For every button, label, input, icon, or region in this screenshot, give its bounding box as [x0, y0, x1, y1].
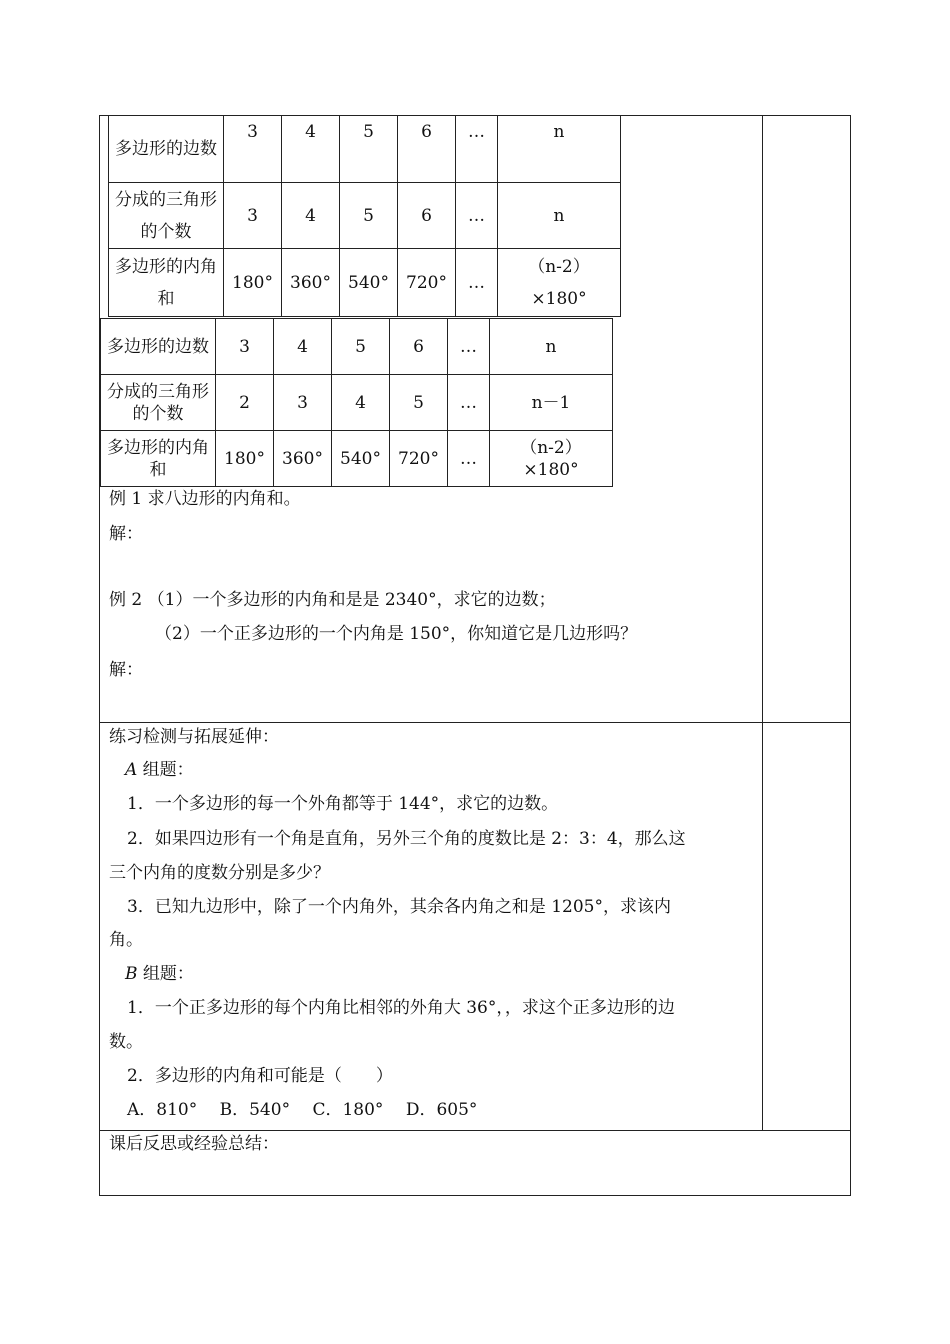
row-label: 分成的三角形的个数 [101, 375, 216, 431]
table-cell: （n-2）×180° [490, 431, 613, 487]
question-b1-line-1: 1．一个正多边形的每个内角比相邻的外角大 36°，，求这个正多边形的边 [127, 998, 675, 1018]
right-column-divider [762, 115, 763, 1130]
group-b-suffix: 组题： [137, 964, 194, 984]
reflection-title: 课后反思或经验总结： [109, 1134, 279, 1154]
row-label: 分成的三角形的个数 [109, 183, 224, 249]
table-cell: 180° [216, 431, 274, 487]
table-cell: 540° [340, 249, 398, 317]
table-cell: 5 [340, 116, 398, 183]
table-cell: 2 [216, 375, 274, 431]
table-cell: 5 [332, 319, 390, 375]
table-cell: n [498, 183, 621, 249]
question-a3-line-2: 角。 [109, 930, 143, 950]
example-2-part-1: 例 2 （1）一个多边形的内角和是是 2340°，求它的边数； [109, 590, 556, 610]
group-a-letter: A [125, 760, 138, 780]
group-b-letter: B [125, 964, 138, 984]
question-b1-line-2: 数。 [109, 1032, 143, 1052]
row-label: 多边形的边数 [101, 319, 216, 375]
polygon-table-2 [100, 318, 613, 487]
table-cell: 3 [224, 183, 282, 249]
table-cell: 6 [398, 183, 456, 249]
table-cell: n [498, 116, 621, 183]
table-row [109, 183, 621, 249]
table-cell: 360° [274, 431, 332, 487]
example-1: 例 1 求八边形的内角和。 [109, 489, 301, 509]
table-cell: 6 [390, 319, 448, 375]
table-cell: 360° [282, 249, 340, 317]
table-cell: 3 [274, 375, 332, 431]
group-a-suffix: 组题： [137, 760, 194, 780]
table-cell: … [448, 431, 490, 487]
table-cell: 720° [390, 431, 448, 487]
table-cell: 180° [224, 249, 282, 317]
table-cell: 720° [398, 249, 456, 317]
example-2-solution: 解： [109, 660, 143, 680]
table-cell: 4 [282, 116, 340, 183]
table-cell: 540° [332, 431, 390, 487]
question-a3-line-1: 3．已知九边形中，除了一个内角外，其余各内角之和是 1205°，求该内 [127, 897, 671, 917]
question-b2: 2．多边形的内角和可能是（ ） [127, 1066, 393, 1086]
row-label: 多边形的内角和 [101, 431, 216, 487]
row-label: 多边形的边数 [109, 116, 224, 183]
question-b2-options: A．810° B．540° C．180° D．605° [127, 1100, 478, 1120]
question-a2-line-2: 三个内角的度数分别是多少？ [109, 863, 330, 883]
table-cell: 4 [332, 375, 390, 431]
table-cell: n－1 [490, 375, 613, 431]
example-2-part-2: （2）一个正多边形的一个内角是 150°，你知道它是几边形吗？ [155, 624, 638, 644]
table-cell: （n-2）×180° [498, 249, 621, 317]
polygon-table-1 [108, 115, 621, 317]
table-cell: 5 [340, 183, 398, 249]
question-a1: 1．一个多边形的每一个外角都等于 144°，求它的边数。 [127, 794, 559, 814]
table-cell: 3 [216, 319, 274, 375]
section-divider-2 [99, 1130, 851, 1131]
table-cell: … [456, 249, 498, 317]
table-cell: 4 [274, 319, 332, 375]
question-a2-line-1: 2．如果四边形有一个角是直角，另外三个角的度数比是 2：3：4，那么这 [127, 829, 686, 849]
table-cell: n [490, 319, 613, 375]
table-row [101, 431, 613, 487]
group-b-heading [125, 963, 194, 985]
table-cell: 5 [390, 375, 448, 431]
table-cell: … [456, 116, 498, 183]
table-row [101, 375, 613, 431]
table-cell: … [448, 375, 490, 431]
group-a-heading [125, 759, 194, 781]
table-row [109, 116, 621, 183]
table-cell: 3 [224, 116, 282, 183]
table-cell: 4 [282, 183, 340, 249]
section-divider-1 [99, 722, 851, 723]
table-cell: 6 [398, 116, 456, 183]
row-label: 多边形的内角和 [109, 249, 224, 317]
table-row [101, 319, 613, 375]
table-cell: … [456, 183, 498, 249]
table-cell: … [448, 319, 490, 375]
practice-title: 练习检测与拓展延伸： [109, 727, 279, 747]
example-1-solution: 解： [109, 524, 143, 544]
table-row [109, 249, 621, 317]
